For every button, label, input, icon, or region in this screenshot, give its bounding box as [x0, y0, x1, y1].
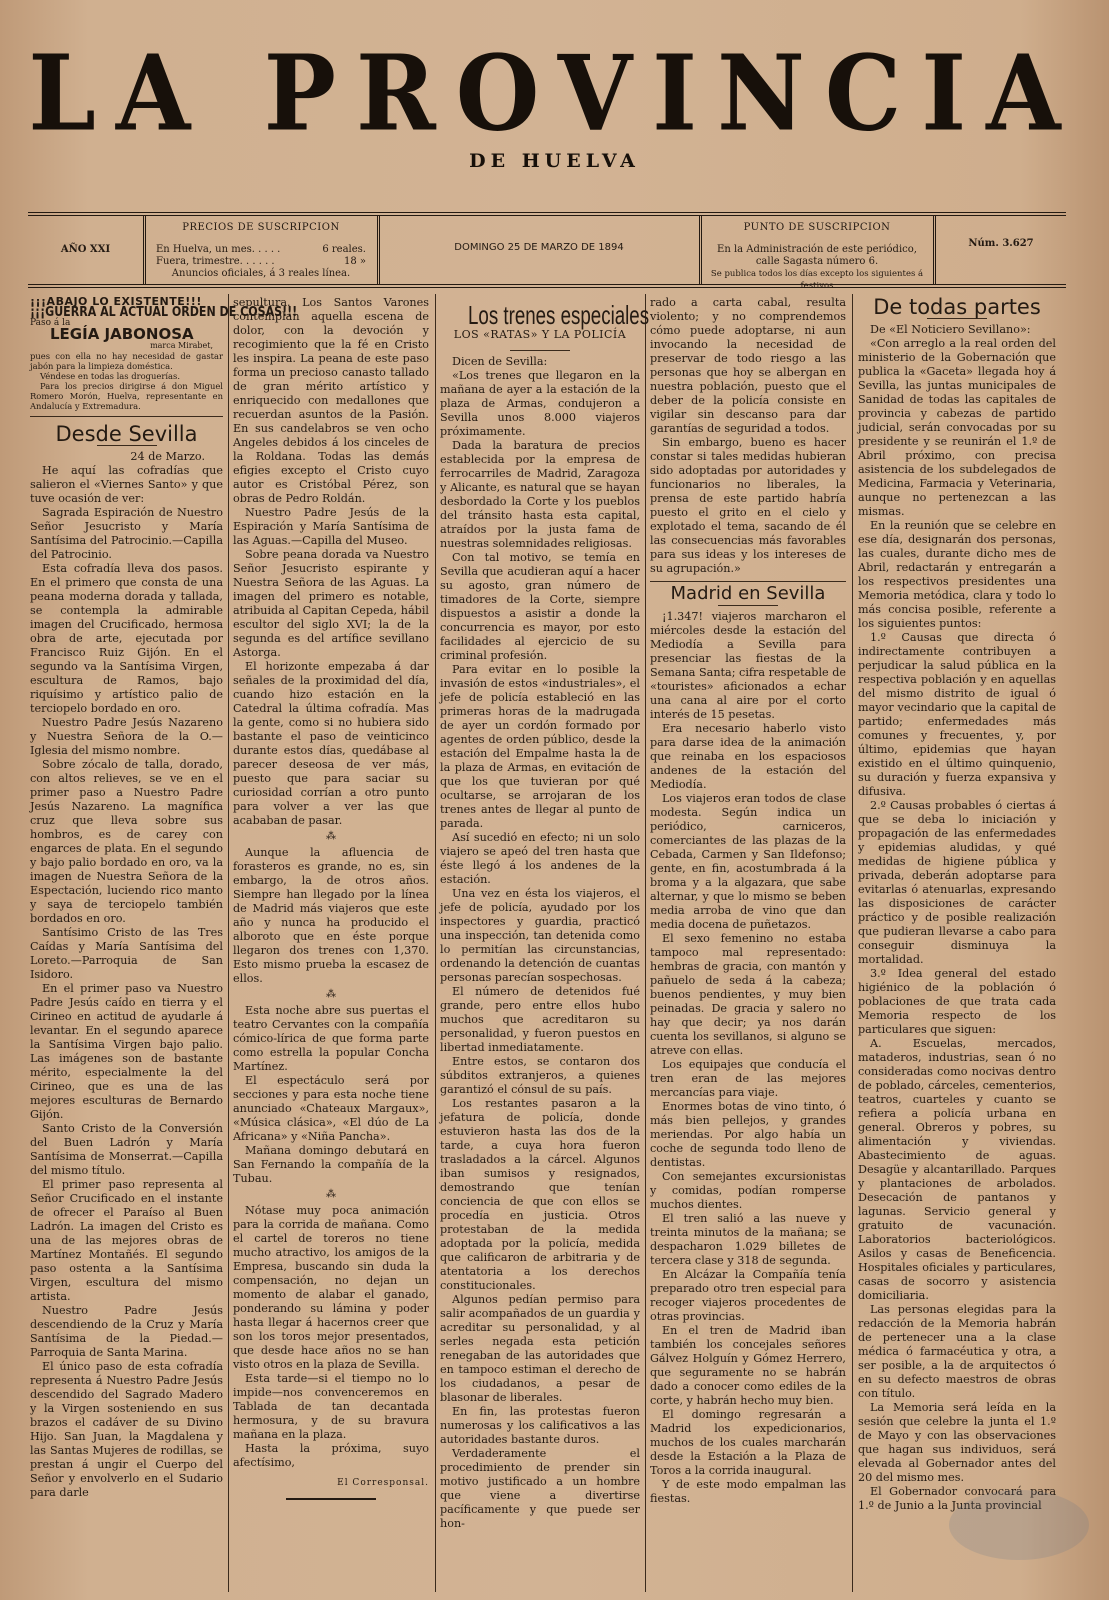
price-huelva-label: En Huelva, un mes. . . . .	[156, 244, 281, 255]
paragraph: Sobre peana dorada va Nuestro Señor Jesucristo espirante y Nuestra Señora de las Aguas. La imagen del primero es notable, atribuida al Capitan Cepeda, hábil escultor del siglo XVI; la de la segunda es del artífice sevillano Astorga.	[233, 548, 429, 659]
madrid-heading: Madrid en Sevilla	[670, 583, 826, 604]
paragraph: Enormes botas de vino tinto, ó más bien pellejos, y grandes meriendas. Por algo había un coche de segunda todo lleno de dentistas.	[650, 1100, 846, 1169]
column-1	[30, 295, 298, 1592]
paragraph: Nuestro Padre Jesús Nazareno y Nuestra Señora de la O.—Iglesia del mismo nombre.	[30, 716, 223, 757]
paragraph: Santo Cristo de la Conversión del Buen Ladrón y María Santísima de Monserrat.—Capilla del mismo título.	[30, 1122, 223, 1177]
paragraph: He aquí las cofradías que salieron el «Viernes Santo» y que tuve ocasión de ver:	[30, 464, 223, 505]
paragraph: Entre estos, se contaron dos súbditos extranjeros, a quienes garantizó el cónsul de su país.	[440, 1055, 640, 1096]
paragraph: El primer paso representa al Señor Crucificado en el instante de ofrecer el Paraíso al Buen Ladrón. La imagen del Cristo es una de las mejores obras de Martínez Montañés. El segundo paso ostenta a la Santísima Virgen, escultura del mismo artista.	[30, 1178, 223, 1303]
paragraph: El tren salió a las nueve y treinta minutos de la mañana; se despacharon 1.029 billetes de tercera clase y 318 de segunda.	[650, 1212, 846, 1267]
point-line: En la Administración de este periódico,	[717, 244, 917, 255]
library-stamp-stain	[949, 1490, 1089, 1560]
paragraph: Era necesario haberlo visto para darse idea de la animación que reinaba en los espaciosos andenes de la estación del Mediodía.	[650, 722, 846, 791]
paragraph: Aunque la afluencia de forasteros es grande, no es, sin embargo, la de otros años. Siempre han llegado por la línea de Madrid más viajeros que este año y nunca ha producido el alboroto que en éste porque llegaron dos trenes con 1,370. Esto mismo prueba la escasez de ellos.	[233, 846, 429, 985]
paragraph: Nuestro Padre Jesús descendiendo de la Cruz y María Santísima de la Piedad.—Parroquia de Santa Marina.	[30, 1304, 223, 1359]
paragraph: De «El Noticiero Sevillano»:	[870, 323, 1031, 336]
year-label: AÑO XXI	[60, 244, 111, 255]
issue-number: Núm. 3.627	[968, 238, 1034, 249]
ad-line: Paso á la	[30, 318, 71, 328]
column-rule	[645, 294, 646, 1592]
masthead	[0, 32, 1109, 172]
price-row-huelva	[156, 244, 366, 256]
paragraph: El único paso de esta cofradía representa á Nuestro Padre Jesús descendido del Sagrado Madero y la Virgen sosteniendo en sus brazos el cadáver de su Divino Hijo. San Juan, la Magdalena y las Santas Mujeres de rodillas, se prestan á ungir el Cuerpo del Señor y envolverlo en el Sudario para darle	[30, 1360, 223, 1499]
subscription-prices	[146, 216, 376, 284]
ad-line: Para los precios dirigirse á don Miguel Romero Morón, Huelva, representante en Andalucía y Extremadura.	[30, 381, 223, 411]
end-rule	[286, 1498, 376, 1500]
point-line: calle Sagasta número 6.	[755, 256, 879, 267]
paragraph: Hasta la próxima, suyo afectísimo,	[233, 1442, 429, 1469]
price-anuncios: Anuncios oficiales, á 3 reales línea.	[171, 268, 351, 279]
paragraph: «Con arreglo a la real orden del ministerio de la Gobernación que publica la «Gaceta» llegada hoy á Sevilla, las juntas municipales de Sanidad de todas las capitales de provincia y cabezas de partido judicial, serán convocadas por su presidente y se reunirán el 1.º de Abril próximo, con precisa asistencia de los subdelegados de Medicina, Farmacia y Veterinaria, aunque no pertenezcan a las mismas.	[858, 337, 1056, 518]
paragraph: Dicen de Sevilla:	[452, 355, 548, 368]
paragraph: Para evitar en lo posible la invasión de estos «industriales», el jefe de policía estableció en las primeras horas de la madrugada de ayer un cordón formado por agentes de orden público, desde la estación del Empalme hasta la de la plaza de Armas, en evitación de que los que tuvieran por qué ocultarse, se arrojaran de los trenes antes de llegar al punto de parada.	[440, 663, 640, 830]
divider	[30, 416, 223, 417]
issue-date: DOMINGO 25 DE MARZO DE 1894	[454, 242, 624, 253]
prices-heading: PRECIOS DE SUSCRIPCION	[182, 222, 340, 233]
paragraph: «Los trenes que llegaron en la mañana de ayer a la estación de la plaza de Armas, condujeron a Sevilla unos 8.000 viajeros próximamente.	[440, 369, 640, 438]
point-heading: PUNTO DE SUSCRIPCION	[743, 222, 891, 233]
paragraph: A. Escuelas, mercados, mataderos, industrias, sean ó no consideradas como nocivas dentro de poblado, cárceles, cementerios, teatros, cuarteles y cuanto se refiera a policía urbana en general. Obreros y pobres, su alimentación y viviendas. Abastecimiento de aguas. Desagüe y alcantarillado. Parques y plantaciones de arbolados. Desecación de pantanos y lagunas. Servicio general y gratuito de vacunación. Laboratorios bacteriológicos. Asilos y casas de Beneficencia. Hospitales oficiales y particulares, casas de socorro y asistencia domiciliaria.	[858, 1037, 1056, 1302]
column-rule	[435, 294, 436, 1592]
column-3	[440, 296, 650, 1592]
divider	[650, 581, 846, 582]
sevilla-dateline: 24 de Marzo.	[130, 450, 205, 463]
paragraph: Los restantes pasaron a la jefatura de policía, donde estuvieron hasta las dos de la tarde, a cuya hora fueron trasladados a la cárcel. Algunos iban sumisos y resignados, demostrando que tenían conciencia de que con ellos se procedía en justicia. Otros protestaban de la medida adoptada por la policía, medida que calificaron de arbitraria y de atentatoria a los derechos constitucionales.	[440, 1097, 640, 1292]
partes-heading: De todas partes	[873, 295, 1041, 319]
paragraph: En el primer paso va Nuestro Padre Jesús caído en tierra y el Cirineo en actitud de ayudarle á levantar. En el segundo aparece la Santísima Virgen bajo palio. Las imágenes son de bastante mérito, especialmente la del Cirineo, que es una de las mejores esculturas de Bernardo Gijón.	[30, 982, 223, 1121]
divider	[510, 350, 570, 351]
paragraph: Sobre zócalo de talla, dorado, con altos relieves, se ve en el primer paso a Nuestro Padre Jesús Nazareno. La magnífica cruz que lleva sobre sus hombros, es de carey con engarces de plata. En el segundo y bajo palio bordado en oro, va la imagen de Nuestra Señora de la Espectación, luciendo rico manto y saya de terciopelo también bordados en oro.	[30, 758, 223, 925]
paragraph: Con semejantes excursionistas y comidas, podían romperse muchos dientes.	[650, 1170, 846, 1211]
paragraph: En fin, las protestas fueron numerosas y los calificativos a las autoridades bastante duros.	[440, 1405, 640, 1446]
ad-brand: marca Mirabet,	[150, 341, 213, 350]
paragraph: El número de detenidos fué grande, pero entre ellos hubo muchos que acreditaron su personalidad, y fueron puestos en libertad inmediatamente.	[440, 985, 640, 1054]
subscription-point	[702, 216, 932, 291]
sevilla-heading: Desde Sevilla	[55, 422, 198, 446]
paragraph: Esta cofradía lleva dos pasos. En el primero que consta de una peana moderna dorada y tallada, se contempla la admirable imagen del Crucificado, hermosa obra de arte, ejecutada por Francisco Ruiz Gijón. En el segundo va la Santísima Virgen, escultura de Ramos, bajo riquísimo y artístico palio de terciopelo bordado en oro.	[30, 562, 223, 715]
paragraph: La Memoria será leída en la sesión que celebre la junta el 1.º de Mayo y con las observaciones que hagan sus individuos, será elevada al Gobernador antes del 20 del mismo mes.	[858, 1401, 1056, 1484]
paragraph: 1.º Causas que directa ó indirectamente contribuyen a perjudicar la salud pública en la respectiva población y en aquellas del mismo distrito de igual ó mayor vecindario que la capital de partido; enfermedades más comunes y frecuentes, y, por último, epidemias que hayan existido en el último quinquenio, su duración y fuerza expansiva y difusiva.	[858, 631, 1056, 798]
ad-line: Véndese en todas las droguerías.	[40, 371, 180, 381]
header-band	[28, 212, 1066, 291]
paragraph: Una vez en ésta los viajeros, el jefe de policía, ayudado por los inspectores y guardia, practicó una inspección, tan detenida como lo permitían las circunstancias, ordenando la detención de cuantas personas parecían sospechosas.	[440, 887, 640, 984]
paragraph: Sagrada Espiración de Nuestro Señor Jesucristo y María Santísima del Patrocinio.—Capilla del Patrocinio.	[30, 506, 223, 561]
paragraph: El domingo regresarán a Madrid los expedicionarios, muchos de los cuales marcharán desde la Estación a la Plaza de Toros a la corrida inaugural.	[650, 1408, 846, 1477]
ad-product: LEGÍA JABONOSA	[50, 325, 194, 343]
paragraph: sepultura. Los Santos Varones contemplan aquella escena de dolor, con la devoción y recogimiento que la fé en Cristo les inspira. La peana de este paso forma un precioso canasto tallado de gran mérito artístico y enriquecido con medallones que recuerdan asuntos de la Pasión. En sus candelabros se ven ocho Angeles debidos á los cinceles de la Roldana. Todas las demás efigies excepto el Cristo cuyo autor es Cristóbal Pérez, son obras de Pedro Roldán.	[233, 296, 429, 505]
ad-line: ¡¡¡GUERRA AL ACTUAL ORDEN DE COSAS!!!	[30, 305, 298, 320]
paragraph: Esta noche abre sus puertas el teatro Cervantes con la compañía cómico-lírica de que forma parte como estrella la popular Concha Martínez.	[233, 1004, 429, 1073]
asterism: ⁂	[326, 831, 336, 842]
paragraph: Verdaderamente el procedimiento de prender sin motivo justificado a un hombre que viene a divertirse pacíficamente y que puede ser hon-	[440, 1447, 640, 1530]
paragraph: El sexo femenino no estaba tampoco mal representado: hembras de gracia, con mantón y pañuelo de seda á la cabeza; buenos pendientes, y muy bien peinadas. De gracia y salero no hay que decir; ya nos darán cuenta los sevillanos, si alguno se atreve con ellas.	[650, 932, 846, 1057]
paragraph: 2.º Causas probables ó ciertas á que se deba lo iniciación y propagación de las enfermedades y epidemias aludidas, y qué medidas de higiene pública y privada, deberán adoptarse para evitarlas ó atenuarlas, expresando las disposiciones de carácter práctico y de posible realización que pudieran llevarse a cabo para conseguir disminuya la mortalidad.	[858, 799, 1056, 966]
asterism: ⁂	[326, 989, 336, 1000]
paragraph: Los viajeros eran todos de clase modesta. Según indica un periódico, carniceros, comerciantes de las plazas de la Cebada, Carmen y San Ildefonso; gente, en fin, acostumbrada á la broma y a la algazara, que sabe alternar, y que lo mismo se beben media arroba de vino que dan media docena de puñetazos.	[650, 792, 846, 931]
price-fuera-label: Fuera, trimestre. . . . . .	[156, 256, 275, 267]
column-4	[650, 296, 846, 1592]
paragraph: Nuestro Padre Jesús de la Espiración y María Santísima de las Aguas.—Capilla del Museo.	[233, 506, 429, 547]
paragraph: En la reunión que se celebre en ese día, designarán dos personas, las cuales, durante dicho mes de Abril, redactarán y entregarán a los respectivos presidentes una Memoria metódica, clara y todo lo más concisa posible, referente a los siguientes puntos:	[858, 519, 1056, 630]
paragraph: ¡1.347! viajeros marcharon el miércoles desde la estación del Mediodía a Sevilla para presenciar las fiestas de la Semana Santa; cifra respetable de «touristes» aficionados a echar una cana al aire por el corto interés de 15 pesetas.	[650, 610, 846, 721]
paragraph: 3.º Idea general del estado higiénico de la población ó poblaciones de que trata cada Memoria respecto de los particulares que siguen:	[858, 967, 1056, 1036]
newspaper-title: LA PROVINCIA	[28, 32, 1081, 155]
column-2	[233, 296, 429, 1592]
asterism: ⁂	[326, 1189, 336, 1200]
paragraph: El horizonte empezaba á dar señales de la proximidad del día, cuando hizo estación en la Catedral la última cofradía. Mas la gente, como si no hubiera sido bastante el paso de veinticinco durante estos días, quedábase al parecer deseosa de ver más, puesto que para saciar su curiosidad corrían a otro punto para volver a ver las que acababan de pasar.	[233, 660, 429, 827]
paragraph: Y de este modo empalman las fiestas.	[650, 1478, 846, 1505]
paragraph: Mañana domingo debutará en San Fernando la compañía de la Tubau.	[233, 1144, 429, 1185]
paragraph: Los equipajes que conducía el tren eran de las mejores mercancías para viaje.	[650, 1058, 846, 1099]
signature: El Corresponsal.	[337, 1478, 429, 1488]
point-line: Se publica todos los días excepto los siguientes á festivos	[710, 269, 924, 291]
paragraph: Esta tarde—si el tiempo no lo impide—nos convenceremos en Tablada de tan decantada hermosura, y de su bravura mañana en la plaza.	[233, 1372, 429, 1441]
trenes-subheading: LOS «RATAS» Y LA POLICÍA	[453, 328, 627, 341]
paragraph: Dada la baratura de precios establecida por la empresa de ferrocarriles de Madrid, Zaragoza y Alicante, es natural que se hayan desbordado la Corte y los pueblos del tránsito hasta esta capital, atraídos por la justa fama de nuestras solemnidades religiosas.	[440, 439, 640, 550]
column-rule	[852, 294, 853, 1592]
price-row-fuera	[156, 256, 366, 268]
column-rule	[228, 294, 229, 1592]
paragraph: El espectáculo será por secciones y para esta noche tiene anunciado «Chateaux Margaux», «Música clásica», «El dúo de La Africana» y «Niña Pancha».	[233, 1074, 429, 1143]
column-5	[858, 296, 1056, 1592]
ad-box	[30, 295, 298, 411]
ad-line: pues con ella no hay necesidad de gastar jabón para la limpieza doméstica.	[30, 351, 223, 371]
paragraph: Nótase muy poca animación para la corrida de mañana. Como el cartel de toreros no tiene mucho atractivo, los amigos de la Empresa, buscando sin duda la compensación, no dejan un momento de alabar el ganado, ponderando su lámina y poder hasta llegar á hacernos creer que son los toros mejor presentados, que desde hace años no se han visto otros en la plaza de Sevilla.	[233, 1204, 429, 1371]
paragraph: Algunos pedían permiso para salir acompañados de un guardia y acreditar su personalidad, y al serles negada esta petición renegaban de las autoridades que en tampoco estiman el derecho de los ciudadanos, a pesar de blasonar de liberales.	[440, 1293, 640, 1404]
trenes-heading: Los trenes especiales	[468, 300, 650, 330]
paragraph: Con tal motivo, se temía en Sevilla que acudieran aquí a hacer su agosto, gran número de timadores de la Corte, siempre dispuestos a asistir a donde la concurrencia es mayor, por esto facilidades al ejercicio de su criminal profesión.	[440, 551, 640, 662]
ad-line: ¡¡¡ABAJO LO EXISTENTE!!!	[30, 295, 202, 308]
paragraph: Sin embargo, bueno es hacer constar si tales medidas hubieran sido adoptadas por autoridades y funcionarios no liberales, la prensa de este partido habría puesto el grito en el cielo y explotado el tema, sacando de él las consecuencias más favorables para sus ideas y los intereses de su agrupación.»	[650, 436, 846, 575]
price-fuera-value: 18 »	[343, 256, 366, 267]
paragraph: Así sucedió en efecto; ni un solo viajero se apeó del tren hasta que éste llegó á los andenes de la estación.	[440, 831, 640, 886]
newspaper-subtitle: DE HUELVA	[469, 150, 640, 172]
divider	[718, 605, 778, 606]
paragraph: En el tren de Madrid iban también los concejales señores Gálvez Holguín y Gómez Herrero, que seguramente no se habrán dado a conocer como ediles de la corte, y habrán hecho muy bien.	[650, 1324, 846, 1407]
paragraph: El Gobernador convocará para 1.º de Junio a la Junta provincial	[858, 1485, 1056, 1512]
price-huelva-value: 6 reales.	[322, 244, 366, 255]
paragraph: Santísimo Cristo de las Tres Caídas y María Santísima del Loreto.—Parroquia de San Isidoro.	[30, 926, 223, 981]
paragraph: Las personas elegidas para la redacción de la Memoria habrán de pertenecer una a la clase médica ó farmacéutica y otra, a ser posible, a la de arquitectos ó en su defecto maestros de obras con título.	[858, 1303, 1056, 1400]
paragraph: En Alcázar la Compañía tenía preparado otro tren especial para recoger viajeros procedentes de otras provincias.	[650, 1268, 846, 1323]
paragraph: rado a carta cabal, resulta violento; y no comprendemos cómo puede adoptarse, ni aun invocando la necesidad de preservar de todo riesgo a las personas que hoy se albergan en nuestra población, puesto que el deber de la policía consiste en vigilar sin descanso para dar garantías de seguridad a todos.	[650, 296, 846, 435]
